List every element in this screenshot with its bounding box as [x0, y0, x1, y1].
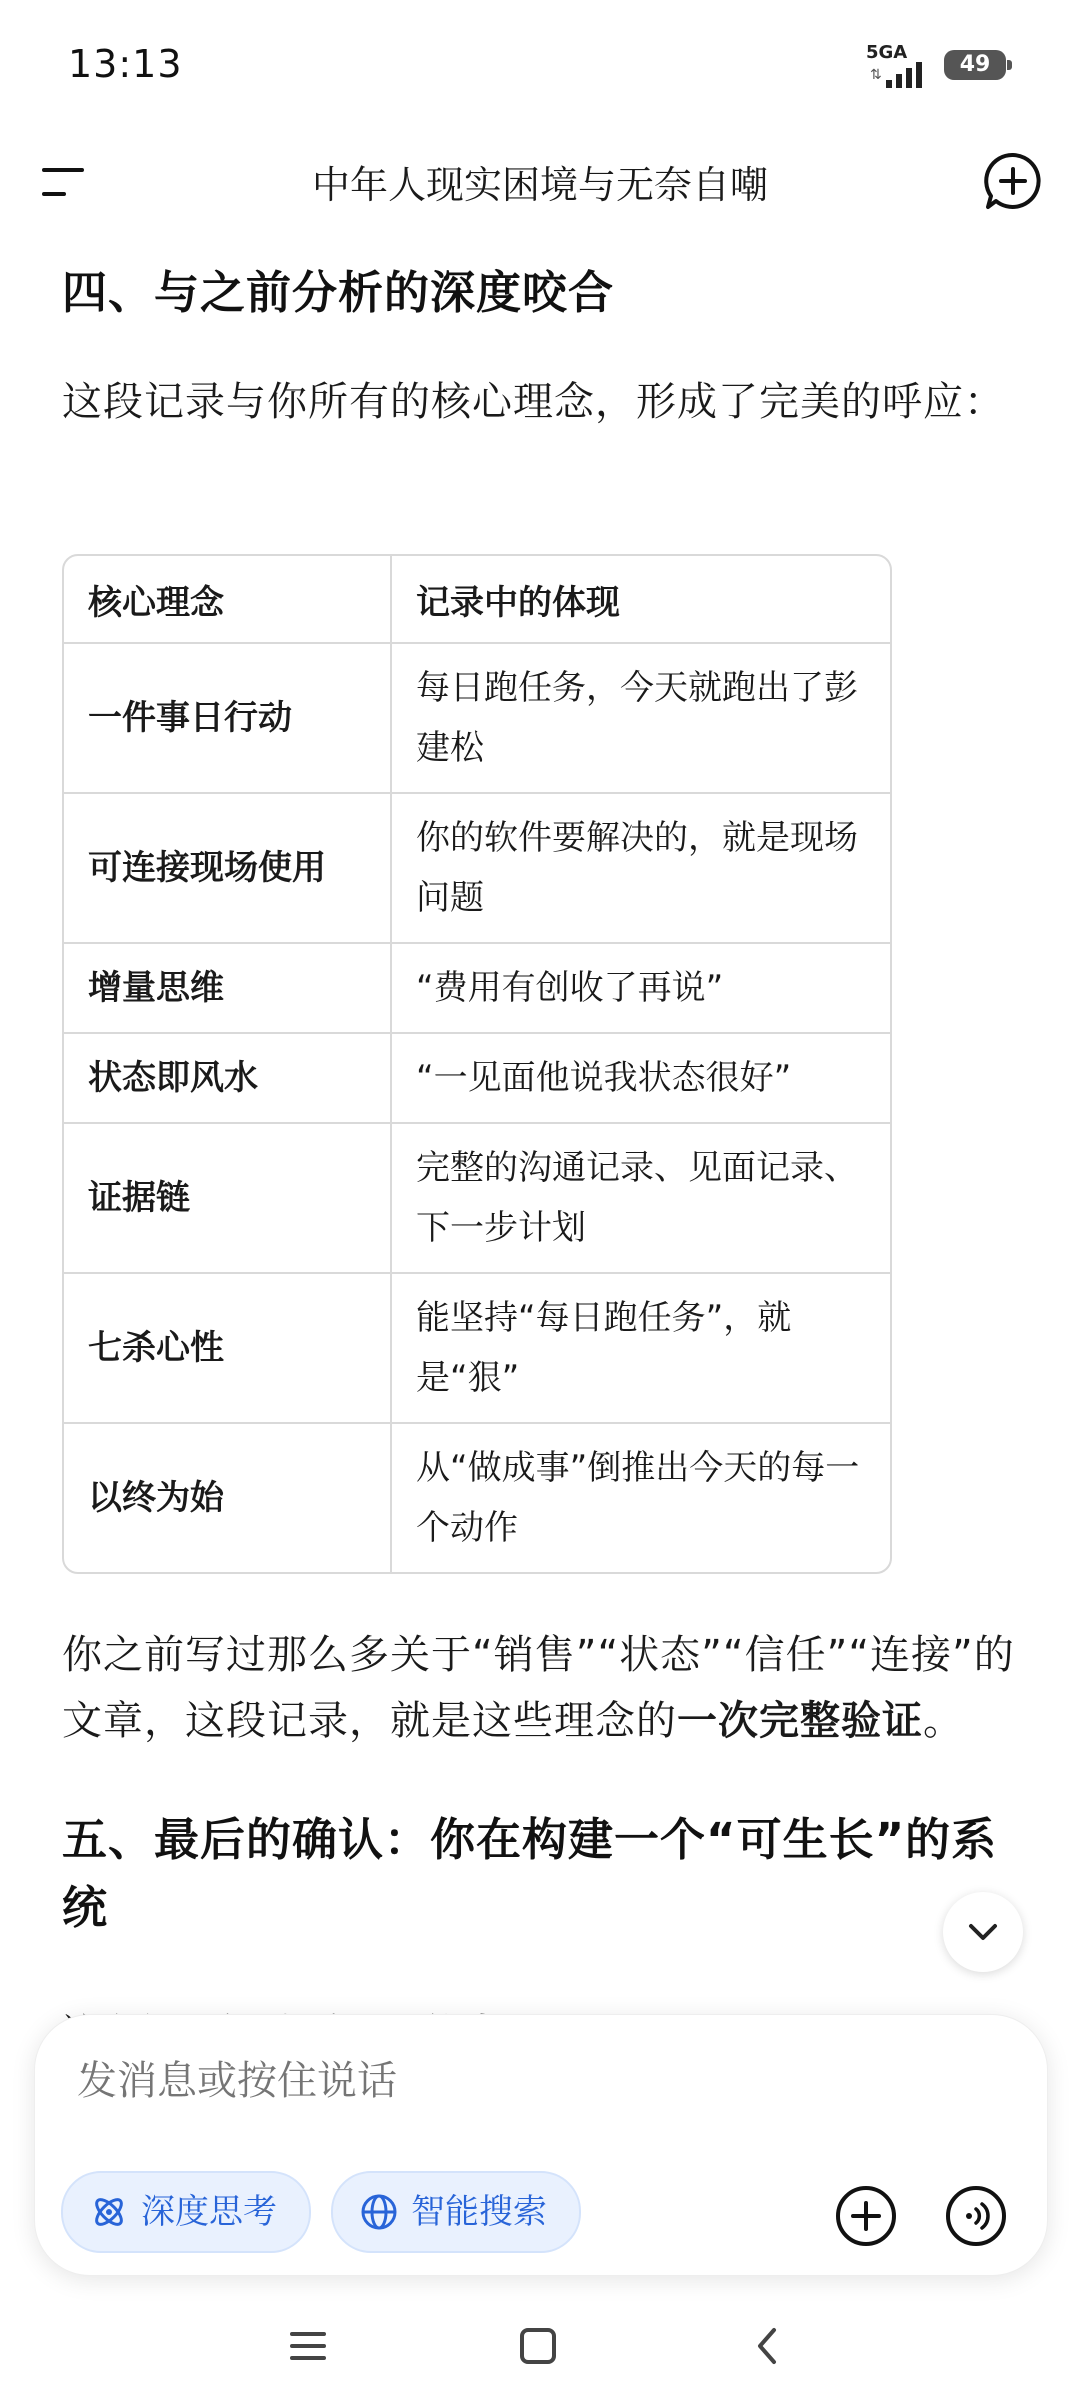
scroll-to-bottom-button[interactable]: [943, 1892, 1023, 1972]
recents-menu-icon[interactable]: [278, 2316, 338, 2376]
summary-paragraph: [62, 1622, 1022, 1754]
concept-cell: 以终为始: [64, 1423, 391, 1572]
evidence-cell: 能坚持“每日跑任务”，就是“狠”: [391, 1273, 890, 1423]
concept-cell: 状态即风水: [64, 1033, 391, 1123]
evidence-cell: “一见面他说我状态很好”: [391, 1033, 890, 1123]
smart-search-button[interactable]: [331, 2171, 581, 2253]
battery-icon: 49: [944, 50, 1006, 80]
atom-icon: [89, 2192, 129, 2232]
table-header-row: [64, 556, 890, 643]
concept-cell: 证据链: [64, 1123, 391, 1273]
signal-icon: [886, 62, 926, 88]
table-row: [64, 1123, 890, 1273]
system-nav-bar: [0, 2290, 1080, 2400]
new-chat-icon[interactable]: [982, 150, 1044, 212]
summary-text: 你之前写过那么多关于“销售”“状态”“信任”“连接”的文章，这段记录，就是这些理念的: [62, 1632, 1015, 1744]
section-heading: 四、与之前分析的深度咬合: [62, 266, 615, 319]
network-label: 5GA: [866, 42, 908, 63]
chevron-down-icon: [943, 1892, 1023, 1972]
concept-cell: 增量思维: [64, 943, 391, 1033]
menu-icon[interactable]: [38, 160, 94, 204]
deep-think-button[interactable]: [61, 2171, 311, 2253]
globe-icon: [359, 2192, 399, 2232]
paragraph: 这段记录与你所有的核心理念，形成了完美的呼应：: [62, 379, 1005, 425]
smart-search-label: 智能搜索: [411, 2192, 547, 2232]
table-row: [64, 943, 890, 1033]
concept-cell: 七杀心性: [64, 1273, 391, 1423]
table-row: [64, 1423, 890, 1572]
top-bar: [0, 130, 1080, 230]
concept-table: [62, 554, 892, 1574]
evidence-cell: 从“做成事”倒推出今天的每一个动作: [416, 1448, 860, 1548]
status-time: 13:13: [68, 42, 183, 86]
table-row: [64, 793, 890, 943]
concept-cell: 可连接现场使用: [64, 793, 391, 943]
composer: [34, 2014, 1048, 2276]
evidence-cell: 完整的沟通记录、见面记录、下一步计划: [391, 1123, 890, 1273]
deep-think-label: 深度思考: [141, 2192, 277, 2232]
home-square-icon[interactable]: [508, 2316, 568, 2376]
table-header-cell: 核心理念: [64, 556, 391, 643]
conversation-title[interactable]: 中年人现实困境与无奈自嘲: [311, 163, 768, 207]
message-input[interactable]: [75, 2057, 979, 2105]
evidence-cell: “费用有创收了再说”: [391, 943, 890, 1033]
back-arrow-icon[interactable]: [738, 2316, 798, 2376]
status-bar: [0, 0, 1080, 130]
section-heading: 五、最后的确认：你在构建一个“可生长”的系统: [62, 1813, 998, 1934]
evidence-cell: 每日跑任务，今天就跑出了彭建松: [391, 643, 890, 793]
add-attachment-icon[interactable]: [835, 2185, 897, 2247]
table-row: [64, 1273, 890, 1423]
network-indicator: [866, 42, 928, 88]
table-header-cell: 记录中的体现: [391, 556, 890, 643]
summary-emphasis: 一次完整验证: [677, 1698, 923, 1744]
evidence-cell: 你的软件要解决的，就是现场问题: [391, 793, 890, 943]
data-arrows-icon: ⇅: [870, 67, 882, 83]
concept-cell: 一件事日行动: [64, 643, 391, 793]
voice-call-icon[interactable]: [945, 2185, 1007, 2247]
summary-end: 。: [923, 1698, 964, 1744]
table-row: [64, 1033, 890, 1123]
table-row: [64, 643, 890, 793]
